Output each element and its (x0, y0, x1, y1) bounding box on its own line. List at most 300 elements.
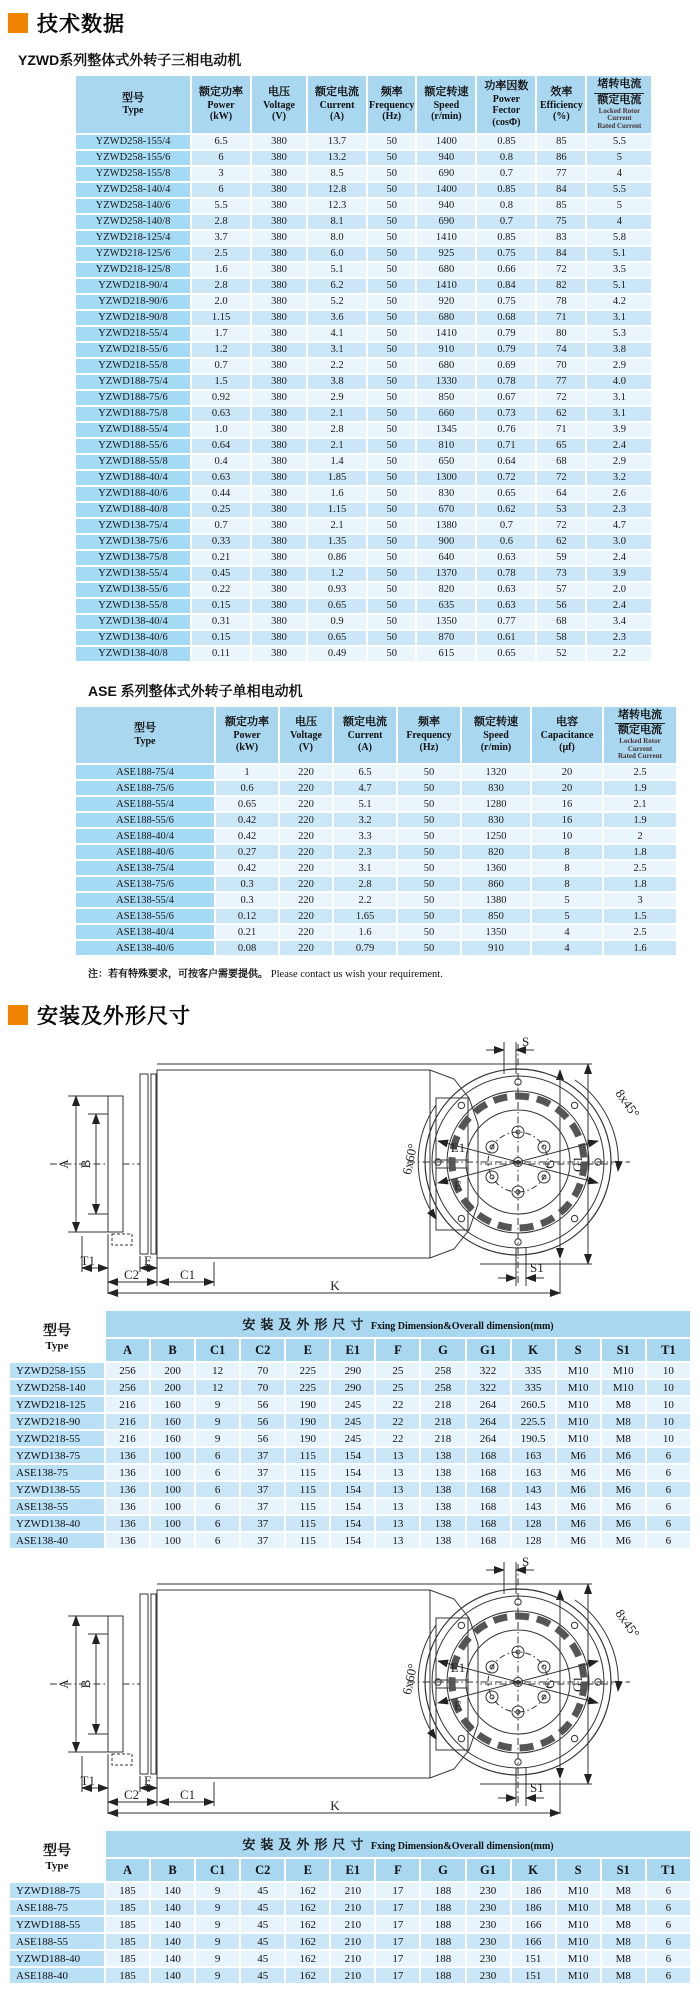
table-row (76, 631, 651, 645)
value-cell: 0.7 (192, 359, 250, 373)
value-cell: 2.2 (334, 893, 396, 907)
value-cell: 0.68 (477, 311, 535, 325)
value-cell: 168 (467, 1448, 510, 1463)
value-cell: 380 (252, 311, 306, 325)
value-cell: 830 (462, 781, 530, 795)
value-cell: 220 (280, 781, 332, 795)
value-cell: 9 (196, 1951, 239, 1966)
value-cell: M10 (557, 1883, 600, 1898)
table-row (76, 327, 651, 341)
value-cell: 190 (286, 1431, 329, 1446)
value-cell: 162 (286, 1934, 329, 1949)
value-cell: 5.5 (587, 135, 651, 149)
value-cell: 910 (417, 343, 475, 357)
value-cell: 380 (252, 519, 306, 533)
value-cell: 78 (537, 295, 585, 309)
value-cell: 258 (421, 1380, 464, 1395)
value-cell: 162 (286, 1917, 329, 1932)
type-cell: ASE138-55/6 (76, 909, 214, 923)
value-cell: 50 (368, 295, 415, 309)
value-cell: 100 (151, 1533, 194, 1548)
column-header: 额定电流 Current (A) (308, 76, 366, 133)
value-cell: 0.78 (477, 567, 535, 581)
value-cell: 6 (647, 1465, 690, 1480)
value-cell: 1.15 (308, 503, 366, 517)
value-cell: 264 (467, 1397, 510, 1412)
value-cell: 37 (241, 1516, 284, 1531)
value-cell: 650 (417, 455, 475, 469)
value-cell: 6 (647, 1482, 690, 1497)
table-row (10, 1465, 690, 1480)
value-cell: 380 (252, 471, 306, 485)
value-cell: 0.6 (477, 535, 535, 549)
value-cell: 143 (512, 1499, 555, 1514)
value-cell: 72 (537, 391, 585, 405)
value-cell: 380 (252, 455, 306, 469)
value-cell: 37 (241, 1499, 284, 1514)
value-cell: 380 (252, 327, 306, 341)
table-row (76, 359, 651, 373)
value-cell: 380 (252, 247, 306, 261)
value-cell: 12.3 (308, 199, 366, 213)
value-cell: 635 (417, 599, 475, 613)
value-cell: 5 (587, 151, 651, 165)
value-cell: 17 (376, 1968, 419, 1983)
value-cell: 9 (196, 1934, 239, 1949)
value-cell: 0.65 (477, 647, 535, 661)
value-cell: 0.61 (477, 631, 535, 645)
table-row (76, 647, 651, 661)
value-cell: 0.62 (477, 503, 535, 517)
value-cell: 154 (331, 1482, 374, 1497)
value-cell: 0.4 (192, 455, 250, 469)
value-cell: 1.15 (192, 311, 250, 325)
value-cell: 0.9 (308, 615, 366, 629)
value-cell: 45 (241, 1951, 284, 1966)
value-cell: 50 (368, 215, 415, 229)
value-cell: 151 (512, 1951, 555, 1966)
value-cell: 188 (421, 1917, 464, 1932)
value-cell: 50 (368, 439, 415, 453)
value-cell: M10 (557, 1414, 600, 1429)
column-header: 型号 Type (76, 76, 190, 133)
value-cell: 216 (106, 1431, 149, 1446)
yzwd-spec-table (74, 74, 653, 663)
value-cell: 2.1 (308, 439, 366, 453)
type-cell: YZWD258-140/8 (76, 215, 190, 229)
value-cell: 0.3 (216, 877, 278, 891)
value-cell: 5.5 (587, 183, 651, 197)
table-row (76, 941, 676, 955)
dim-label-g: G (542, 1679, 557, 1689)
value-cell: 380 (252, 439, 306, 453)
value-cell: 6.5 (334, 765, 396, 779)
value-cell: 37 (241, 1482, 284, 1497)
value-cell: 160 (151, 1431, 194, 1446)
type-cell: ASE138-55 (10, 1499, 104, 1514)
value-cell: 220 (280, 861, 332, 875)
type-cell: ASE138-40 (10, 1533, 104, 1548)
value-cell: 10 (647, 1431, 690, 1446)
value-cell: 1.85 (308, 471, 366, 485)
value-cell: M6 (557, 1533, 600, 1548)
value-cell: 220 (280, 813, 332, 827)
value-cell: 2.8 (192, 279, 250, 293)
table-row (76, 151, 651, 165)
dim-label-a: A (56, 1159, 71, 1169)
value-cell: 50 (398, 909, 460, 923)
value-cell: 50 (368, 231, 415, 245)
value-cell: 0.85 (477, 135, 535, 149)
column-header: T1 (647, 1859, 690, 1881)
value-cell: 210 (331, 1883, 374, 1898)
section-dimensions (8, 1000, 700, 1030)
value-cell: 380 (252, 599, 306, 613)
value-cell: 5.1 (308, 263, 366, 277)
type-cell: YZWD218-125/4 (76, 231, 190, 245)
value-cell: 2.3 (587, 503, 651, 517)
value-cell: 6 (196, 1533, 239, 1548)
table-row (76, 909, 676, 923)
table-row (76, 535, 651, 549)
value-cell: 50 (368, 615, 415, 629)
value-cell: 1.65 (334, 909, 396, 923)
value-cell: 138 (421, 1516, 464, 1531)
dim-label-e1: E1 (450, 1140, 466, 1156)
value-cell: 830 (417, 487, 475, 501)
value-cell: 1400 (417, 135, 475, 149)
value-cell: 17 (376, 1934, 419, 1949)
value-cell: 84 (537, 183, 585, 197)
value-cell: 380 (252, 423, 306, 437)
value-cell: 380 (252, 503, 306, 517)
table-row (76, 167, 651, 181)
value-cell: 258 (421, 1363, 464, 1378)
value-cell: 380 (252, 647, 306, 661)
value-cell: M10 (602, 1363, 645, 1378)
value-cell: 1410 (417, 231, 475, 245)
table-row (76, 455, 651, 469)
value-cell: 138 (421, 1465, 464, 1480)
value-cell: 50 (368, 167, 415, 181)
type-column-header: 型号 Type (10, 1311, 104, 1361)
type-cell: YZWD138-75/6 (76, 535, 190, 549)
value-cell: 50 (368, 599, 415, 613)
value-cell: 50 (398, 765, 460, 779)
value-cell: M10 (557, 1363, 600, 1378)
type-cell: YZWD188-40/4 (76, 471, 190, 485)
table-row (76, 925, 676, 939)
value-cell: 6 (647, 1516, 690, 1531)
type-cell: ASE188-55/6 (76, 813, 214, 827)
value-cell: 50 (398, 813, 460, 827)
value-cell: M8 (602, 1917, 645, 1932)
table-row (76, 311, 651, 325)
value-cell: 0.7 (192, 519, 250, 533)
value-cell: 168 (467, 1465, 510, 1480)
value-cell: 1.6 (604, 941, 676, 955)
value-cell: 2.0 (192, 295, 250, 309)
value-cell: 5.5 (192, 199, 250, 213)
value-cell: 210 (331, 1917, 374, 1932)
type-cell: YZWD188-40/8 (76, 503, 190, 517)
value-cell: 380 (252, 391, 306, 405)
type-cell: ASE138-40/4 (76, 925, 214, 939)
value-cell: 3.8 (587, 343, 651, 357)
value-cell: 0.08 (216, 941, 278, 955)
value-cell: 62 (537, 407, 585, 421)
value-cell: 820 (417, 583, 475, 597)
column-header: S1 (602, 1859, 645, 1881)
value-cell: 380 (252, 359, 306, 373)
table-row (76, 407, 651, 421)
value-cell: 22 (376, 1414, 419, 1429)
value-cell: 4 (532, 941, 602, 955)
column-header: E1 (331, 1859, 374, 1881)
value-cell: 50 (368, 263, 415, 277)
value-cell: 71 (537, 311, 585, 325)
value-cell: 74 (537, 343, 585, 357)
value-cell: 17 (376, 1951, 419, 1966)
value-cell: 0.63 (192, 407, 250, 421)
dim-label-t1: T1 (80, 1773, 95, 1789)
value-cell: 13 (376, 1499, 419, 1514)
value-cell: 230 (467, 1917, 510, 1932)
value-cell: 5 (532, 909, 602, 923)
value-cell: 58 (537, 631, 585, 645)
dim-label-g1: G1 (570, 1156, 585, 1173)
value-cell: 2.6 (587, 487, 651, 501)
value-cell: 186 (512, 1900, 555, 1915)
type-cell: YZWD218-90/4 (76, 279, 190, 293)
column-header: S1 (602, 1339, 645, 1361)
value-cell: 17 (376, 1883, 419, 1898)
value-cell: 2.1 (308, 407, 366, 421)
value-cell: 163 (512, 1465, 555, 1480)
table-row (76, 375, 651, 389)
value-cell: 230 (467, 1900, 510, 1915)
value-cell: 380 (252, 135, 306, 149)
value-cell: 1400 (417, 183, 475, 197)
table-row (76, 781, 676, 795)
value-cell: 0.63 (477, 583, 535, 597)
column-header: G1 (467, 1339, 510, 1361)
dim-label-6x60: 6x60° (399, 1142, 421, 1177)
note-en: Please contact us wish your requirement. (270, 969, 443, 981)
value-cell: 50 (398, 797, 460, 811)
value-cell: 80 (537, 327, 585, 341)
value-cell: 0.85 (477, 231, 535, 245)
table-row (76, 263, 651, 277)
value-cell: 220 (280, 845, 332, 859)
value-cell: 0.7 (477, 519, 535, 533)
value-cell: M6 (602, 1499, 645, 1514)
value-cell: 218 (421, 1431, 464, 1446)
column-header: A (106, 1339, 149, 1361)
value-cell: 1.5 (604, 909, 676, 923)
value-cell: 256 (106, 1363, 149, 1378)
value-cell: 0.69 (477, 359, 535, 373)
value-cell: 56 (241, 1414, 284, 1429)
type-cell: ASE138-55/4 (76, 893, 214, 907)
value-cell: 216 (106, 1414, 149, 1429)
value-cell: 6.0 (308, 247, 366, 261)
value-cell: 186 (512, 1883, 555, 1898)
table-row (76, 231, 651, 245)
value-cell: 45 (241, 1900, 284, 1915)
value-cell: 0.7 (477, 167, 535, 181)
value-cell: 143 (512, 1482, 555, 1497)
value-cell: 3.9 (587, 567, 651, 581)
value-cell: 0.79 (477, 327, 535, 341)
value-cell: 3 (604, 893, 676, 907)
value-cell: 218 (421, 1397, 464, 1412)
value-cell: 920 (417, 295, 475, 309)
value-cell: 2.9 (308, 391, 366, 405)
column-header: C1 (196, 1859, 239, 1881)
value-cell: M6 (602, 1533, 645, 1548)
value-cell: 0.8 (477, 151, 535, 165)
value-cell: 1320 (462, 765, 530, 779)
value-cell: M10 (557, 1934, 600, 1949)
value-cell: 2.9 (587, 455, 651, 469)
table-row (76, 551, 651, 565)
value-cell: 220 (280, 925, 332, 939)
column-header: G (421, 1859, 464, 1881)
value-cell: 20 (532, 765, 602, 779)
value-cell: 115 (286, 1482, 329, 1497)
value-cell: 1.5 (192, 375, 250, 389)
value-cell: 188 (421, 1951, 464, 1966)
type-cell: YZWD188-75 (10, 1883, 104, 1898)
type-cell: ASE188-75 (10, 1900, 104, 1915)
type-cell: YZWD218-90/6 (76, 295, 190, 309)
value-cell: 2.1 (604, 797, 676, 811)
value-cell: 0.72 (477, 471, 535, 485)
value-cell: 100 (151, 1482, 194, 1497)
value-cell: 2 (604, 829, 676, 843)
table-row (76, 471, 651, 485)
value-cell: 322 (467, 1380, 510, 1395)
value-cell: 57 (537, 583, 585, 597)
value-cell: 380 (252, 183, 306, 197)
table-row (10, 1380, 690, 1395)
value-cell: 50 (368, 343, 415, 357)
value-cell: 220 (280, 829, 332, 843)
value-cell: 190 (286, 1397, 329, 1412)
value-cell: 4 (532, 925, 602, 939)
dim-label-e1: E1 (450, 1660, 466, 1676)
table-row (76, 487, 651, 501)
table-row (10, 1917, 690, 1932)
column-header: 频率 Frequency (Hz) (368, 76, 415, 133)
value-cell: 5 (532, 893, 602, 907)
value-cell: 0.86 (308, 551, 366, 565)
type-cell: YZWD188-55/8 (76, 455, 190, 469)
value-cell: 0.71 (477, 439, 535, 453)
table-row (10, 1448, 690, 1463)
column-header: K (512, 1339, 555, 1361)
value-cell: 77 (537, 375, 585, 389)
type-cell: ASE188-75/4 (76, 765, 214, 779)
value-cell: 115 (286, 1448, 329, 1463)
value-cell: 0.3 (216, 893, 278, 907)
value-cell: 0.15 (192, 599, 250, 613)
value-cell: 380 (252, 199, 306, 213)
value-cell: 0.44 (192, 487, 250, 501)
value-cell: 136 (106, 1516, 149, 1531)
value-cell: 0.33 (192, 535, 250, 549)
section-title: 安装及外形尺寸 (37, 1005, 191, 1029)
value-cell: 50 (398, 877, 460, 891)
value-cell: 1.4 (308, 455, 366, 469)
value-cell: 0.49 (308, 647, 366, 661)
value-cell: 154 (331, 1533, 374, 1548)
value-cell: 3.7 (192, 231, 250, 245)
value-cell: 50 (368, 487, 415, 501)
table-row (76, 583, 651, 597)
value-cell: 50 (368, 135, 415, 149)
value-cell: 50 (368, 183, 415, 197)
value-cell: 680 (417, 311, 475, 325)
value-cell: 0.77 (477, 615, 535, 629)
value-cell: 72 (537, 263, 585, 277)
value-cell: 6 (196, 1499, 239, 1514)
value-cell: 50 (368, 391, 415, 405)
value-cell: M10 (557, 1968, 600, 1983)
value-cell: 3.1 (334, 861, 396, 875)
value-cell: 210 (331, 1968, 374, 1983)
value-cell: 5.1 (587, 247, 651, 261)
value-cell: 6 (647, 1448, 690, 1463)
value-cell: 50 (368, 199, 415, 213)
type-cell: YZWD138-75/4 (76, 519, 190, 533)
value-cell: 50 (368, 407, 415, 421)
note-zh: 注：若有特殊要求，可按客户需要提供。 (88, 969, 268, 981)
value-cell: M6 (557, 1516, 600, 1531)
value-cell: 10 (647, 1414, 690, 1429)
value-cell: 200 (151, 1380, 194, 1395)
value-cell: 0.85 (477, 183, 535, 197)
value-cell: 0.8 (477, 199, 535, 213)
type-cell: YZWD138-40/4 (76, 615, 190, 629)
value-cell: 0.63 (477, 599, 535, 613)
value-cell: 3.0 (587, 535, 651, 549)
value-cell: 10 (647, 1397, 690, 1412)
value-cell: 850 (417, 391, 475, 405)
value-cell: M10 (557, 1917, 600, 1932)
value-cell: M8 (602, 1900, 645, 1915)
motor-dimension-drawing (0, 1556, 700, 1818)
value-cell: 2.4 (587, 439, 651, 453)
value-cell: 115 (286, 1533, 329, 1548)
value-cell: 50 (398, 829, 460, 843)
value-cell: 10 (647, 1363, 690, 1378)
type-cell: ASE188-75/6 (76, 781, 214, 795)
value-cell: 2.0 (587, 583, 651, 597)
value-cell: 6 (196, 1482, 239, 1497)
value-cell: 185 (106, 1917, 149, 1932)
value-cell: 0.84 (477, 279, 535, 293)
value-cell: 138 (421, 1448, 464, 1463)
value-cell: 45 (241, 1934, 284, 1949)
column-header: B (151, 1859, 194, 1881)
value-cell: 1.9 (604, 813, 676, 827)
type-cell: YZWD218-55 (10, 1431, 104, 1446)
value-cell: 50 (368, 503, 415, 517)
value-cell: 13 (376, 1516, 419, 1531)
value-cell: 1.2 (192, 343, 250, 357)
